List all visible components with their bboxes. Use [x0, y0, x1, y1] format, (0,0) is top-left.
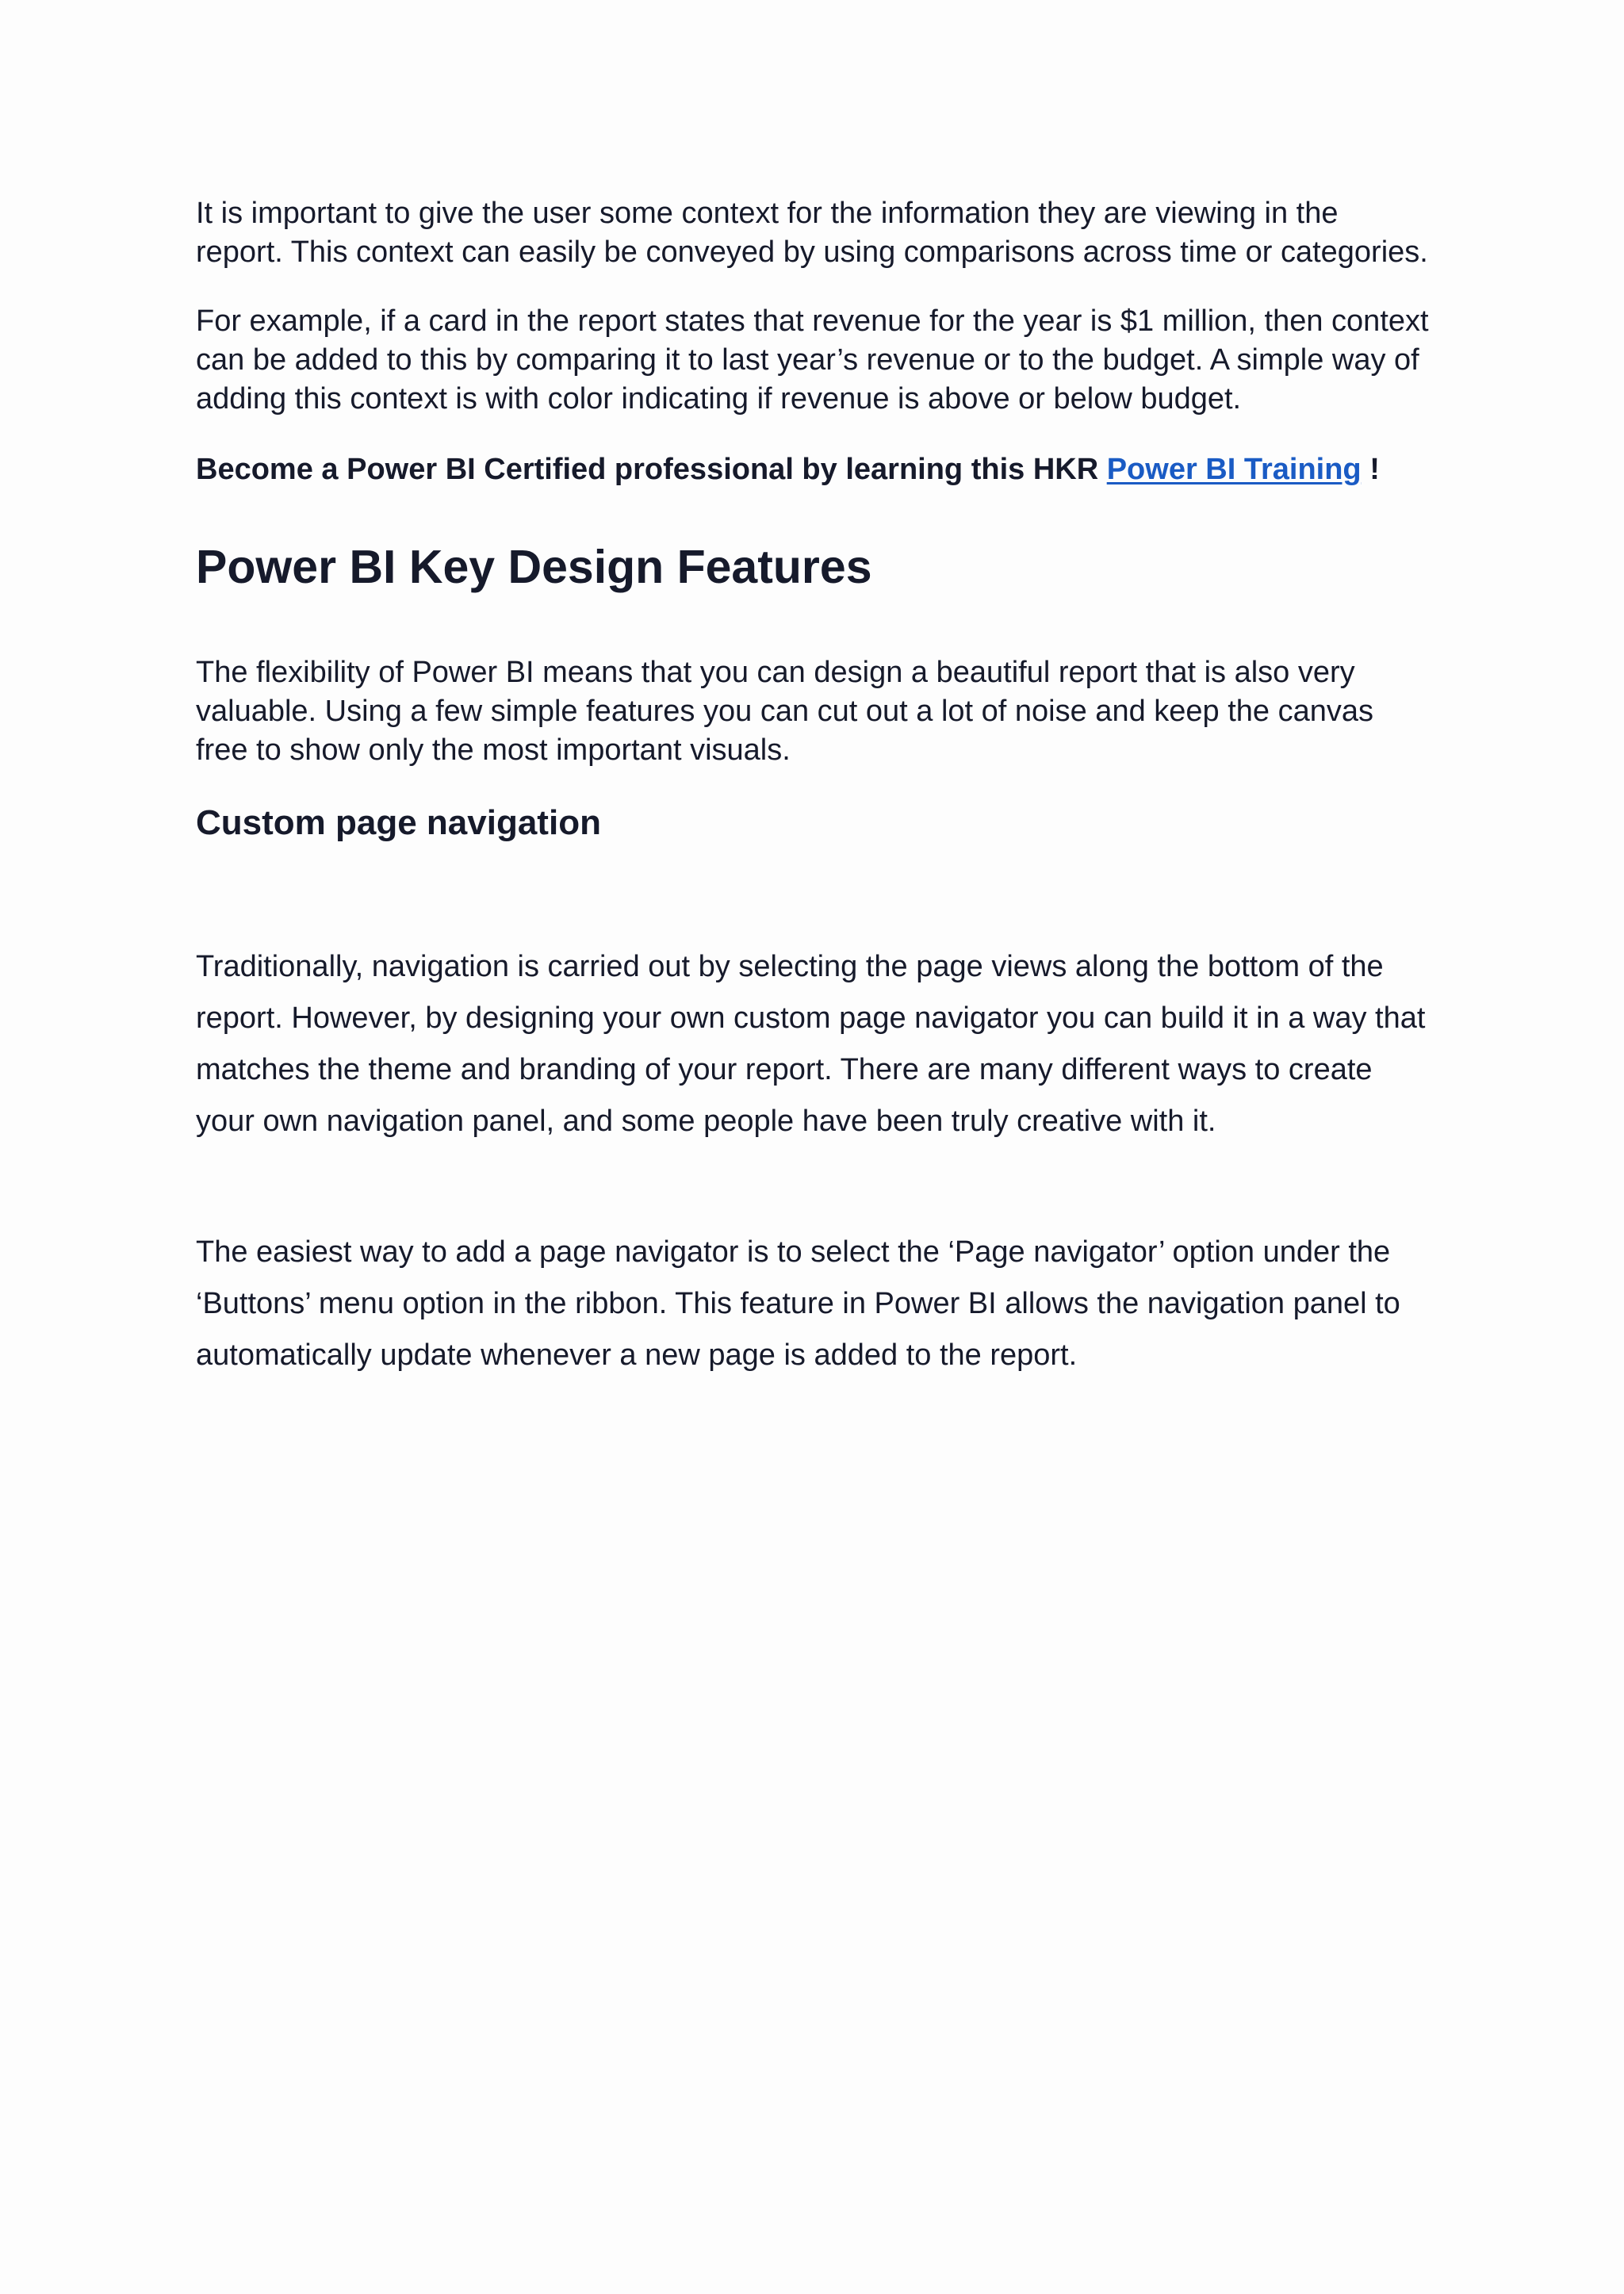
section-heading: Power BI Key Design Features: [196, 541, 872, 593]
promo-prefix: Become a Power BI Certified professional by learning this HKR: [196, 453, 1107, 486]
promo-suffix: !: [1361, 453, 1380, 486]
power-bi-training-link[interactable]: Power BI Training: [1106, 453, 1362, 486]
example-paragraph: For example, if a card in the report states that revenue for the year is $1 million, then context can be added to this by comparing it to last year’s revenue or to the budget. A simple way of adding this context is with color indicating if revenue is above or below budget.: [196, 304, 1429, 416]
promo-line: [196, 450, 1433, 489]
flexibility-paragraph: The flexibility of Power BI means that you can design a beautiful report that is also very valuable. Using a few simple features you can cut out a lot of noise and keep the canvas free to show only the most important visuals.: [196, 656, 1374, 767]
easiest-paragraph: The easiest way to add a page navigator is to select the ‘Page navigator’ option under the ‘Buttons’ menu option in the ribbon. This feature in Power BI allows the navigation panel to automatically update whenever a new page is added to the report.: [196, 1235, 1400, 1372]
intro-paragraph: It is important to give the user some context for the information they are viewing in the report. This context can easily be conveyed by using comparisons across time or categories.: [196, 197, 1428, 269]
subsection-heading: Custom page navigation: [196, 803, 601, 842]
traditionally-paragraph: Traditionally, navigation is carried out by selecting the page views along the bottom of the report. However, by designing your own custom page navigator you can build it in a way that matches the theme and branding of your report. There are many different ways to create your own navigation panel, and some people have been truly creative with it.: [196, 950, 1426, 1138]
